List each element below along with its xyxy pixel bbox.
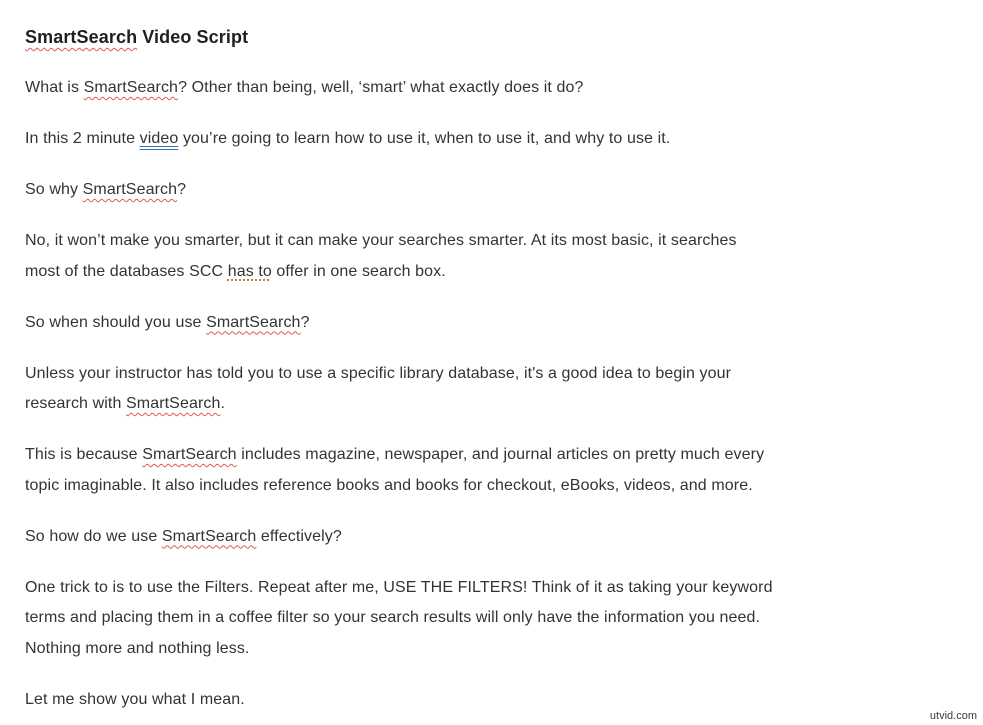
text-run: No, it won’t make you smarter, but it can make your searches smarter. At its most basic, it searches bbox=[25, 231, 737, 249]
paragraph bbox=[25, 440, 958, 501]
paragraph bbox=[25, 175, 958, 206]
paragraph bbox=[25, 685, 958, 716]
text-run-spell-underline: SmartSearch bbox=[142, 446, 237, 464]
paragraph bbox=[25, 73, 958, 104]
paragraph bbox=[25, 124, 958, 155]
text-run: offer in one search box. bbox=[271, 262, 446, 280]
text-run: . bbox=[220, 395, 226, 413]
text-run: Unless your instructor has told you to use a specific library database, it's a good idea to begin your bbox=[25, 364, 732, 382]
text-run: Nothing more and nothing less. bbox=[25, 639, 250, 657]
paragraph bbox=[25, 359, 958, 420]
text-run-spell-underline: SmartSearch bbox=[25, 27, 138, 47]
text-run: So why bbox=[25, 180, 83, 198]
text-run-spell-underline: SmartSearch bbox=[82, 180, 178, 198]
text-run: This is because bbox=[25, 446, 143, 464]
text-run: Let me show you what I mean. bbox=[25, 690, 245, 708]
text-run: So how do we use bbox=[25, 527, 162, 545]
text-run: you’re going to learn how to use it, when to use it, and why to use it. bbox=[178, 129, 671, 147]
text-run: In this 2 minute bbox=[25, 129, 140, 147]
paragraph bbox=[25, 573, 958, 665]
watermark: utvid.com bbox=[929, 710, 977, 722]
text-run: ? bbox=[300, 313, 310, 331]
text-run: So when should you use bbox=[25, 313, 207, 331]
text-run: terms and placing them in a coffee filter so your search results will only have the information you need. bbox=[25, 609, 761, 627]
text-run: research with bbox=[25, 395, 126, 413]
paragraph bbox=[25, 226, 958, 287]
document-title bbox=[25, 22, 958, 53]
text-run: effectively? bbox=[256, 527, 342, 545]
paragraph bbox=[25, 522, 958, 553]
text-run: ? Other than being, well, ‘smart’ what exactly does it do? bbox=[178, 78, 584, 96]
text-run: topic imaginable. It also includes reference books and books for checkout, eBooks, videos, and more. bbox=[25, 476, 753, 494]
text-run: includes magazine, newspaper, and journal articles on pretty much every bbox=[236, 446, 765, 464]
text-run: What is bbox=[25, 78, 84, 96]
paragraph bbox=[25, 308, 958, 339]
text-run: ? bbox=[177, 180, 187, 198]
text-run-grammar-underline: video bbox=[139, 129, 179, 147]
text-run: Video Script bbox=[137, 27, 249, 47]
text-run-spell-underline: SmartSearch bbox=[126, 395, 221, 413]
text-run-spell-underline: SmartSearch bbox=[83, 78, 179, 96]
document-content bbox=[25, 22, 958, 715]
text-run: most of the databases SCC bbox=[25, 262, 228, 280]
text-run-clarity-underline: has to bbox=[227, 262, 272, 280]
text-run-spell-underline: SmartSearch bbox=[161, 527, 257, 545]
text-run: One trick to is to use the Filters. Repeat after me, USE THE FILTERS! Think of it as taking your keyword bbox=[25, 578, 773, 596]
text-run-spell-underline: SmartSearch bbox=[206, 313, 301, 331]
